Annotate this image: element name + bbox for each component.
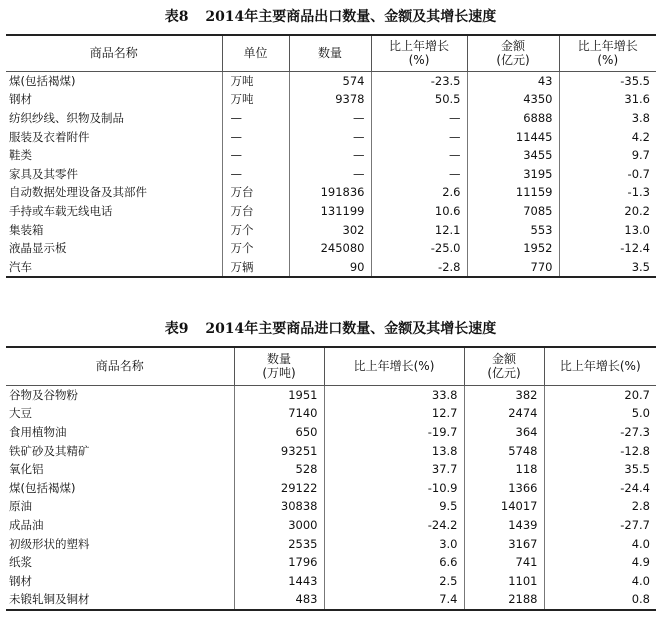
cell-amount: 11159 [467, 183, 559, 202]
cell-unit: — [222, 164, 289, 183]
cell-product-name: 手持或车载无线电话 [9, 203, 113, 218]
cell-product-name: 大豆 [9, 406, 32, 421]
cell-quantity: 2535 [234, 534, 324, 553]
cell-amount: 1952 [467, 239, 559, 258]
cell-product-name: 液晶显示板 [9, 241, 67, 256]
cell-quantity-growth: -10.9 [324, 478, 464, 497]
table-row [6, 257, 656, 277]
cell-quantity: 574 [289, 71, 371, 90]
cell-amount: 3455 [467, 146, 559, 165]
cell-amount-growth: 4.0 [544, 571, 656, 590]
header-quantity: 数量 [289, 35, 371, 71]
header-amount: 金额 (亿元) [464, 347, 544, 385]
cell-quantity: 1443 [234, 571, 324, 590]
cell-unit: 万个 [222, 239, 289, 258]
cell-amount-growth: 5.0 [544, 404, 656, 423]
table-row [6, 590, 656, 610]
cell-amount-growth: -27.3 [544, 423, 656, 442]
cell-amount-growth: 4.9 [544, 553, 656, 572]
cell-product-name: 成品油 [9, 517, 44, 532]
table8-title [0, 6, 661, 26]
header-quantity-growth: 比上年增长 (%) [371, 35, 467, 71]
table-row [6, 239, 656, 258]
cell-product-name: 铁矿砂及其精矿 [9, 443, 90, 458]
cell-quantity-growth: 50.5 [371, 90, 467, 109]
table-row [6, 497, 656, 516]
cell-amount: 2188 [464, 590, 544, 610]
cell-unit: 万台 [222, 183, 289, 202]
cell-quantity-growth: — [371, 164, 467, 183]
cell-quantity: 131199 [289, 202, 371, 221]
cell-amount-growth: 13.0 [559, 220, 656, 239]
cell-unit: 万吨 [222, 71, 289, 90]
cell-product-name: 煤(包括褐煤) [9, 480, 76, 495]
cell-amount: 4350 [467, 90, 559, 109]
cell-quantity: 3000 [234, 516, 324, 535]
cell-quantity: — [289, 109, 371, 128]
cell-quantity-growth: 12.1 [371, 220, 467, 239]
cell-amount-growth: 35.5 [544, 460, 656, 479]
table8-title-label: 表8 [164, 9, 189, 25]
cell-amount-growth: 0.8 [544, 590, 656, 610]
cell-unit: — [222, 127, 289, 146]
table-row [6, 202, 656, 221]
cell-amount-growth: -12.4 [559, 239, 656, 258]
cell-quantity: 93251 [234, 441, 324, 460]
cell-unit: — [222, 109, 289, 128]
cell-amount-growth: 3.5 [559, 257, 656, 277]
cell-unit: 万吨 [222, 90, 289, 109]
cell-amount: 553 [467, 220, 559, 239]
cell-product-name: 食用植物油 [9, 424, 67, 439]
cell-product-name: 纸浆 [9, 555, 32, 570]
cell-amount-growth: 9.7 [559, 146, 656, 165]
cell-amount-growth: -1.3 [559, 183, 656, 202]
cell-quantity-growth: 9.5 [324, 497, 464, 516]
cell-product-name: 原油 [9, 499, 32, 514]
table-row [6, 385, 656, 404]
table-row [6, 164, 656, 183]
cell-quantity-growth: -25.0 [371, 239, 467, 258]
cell-quantity: — [289, 146, 371, 165]
cell-amount: 1101 [464, 571, 544, 590]
header-amount-growth: 比上年增长 (%) [559, 35, 656, 71]
cell-amount-growth: 31.6 [559, 90, 656, 109]
table9-import [6, 346, 656, 611]
cell-product-name: 家具及其零件 [9, 166, 78, 181]
cell-quantity: 30838 [234, 497, 324, 516]
cell-quantity-growth: 7.4 [324, 590, 464, 610]
table-row [6, 109, 656, 128]
cell-product-name: 集装箱 [9, 222, 44, 237]
table-row [6, 71, 656, 90]
cell-quantity: — [289, 127, 371, 146]
cell-quantity: 7140 [234, 404, 324, 423]
cell-amount-growth: 20.7 [544, 385, 656, 404]
cell-quantity: 302 [289, 220, 371, 239]
table9-body [6, 385, 656, 610]
table9-header-row [6, 347, 656, 385]
header-amount-growth: 比上年增长(%) [544, 347, 656, 385]
table8-title-text: 2014年主要商品出口数量、金额及其增长速度 [205, 9, 497, 25]
cell-product-name: 谷物及谷物粉 [9, 387, 78, 402]
table-row [6, 534, 656, 553]
cell-quantity: 9378 [289, 90, 371, 109]
cell-quantity-growth: — [371, 127, 467, 146]
cell-product-name: 服装及衣着附件 [9, 129, 90, 144]
cell-amount: 43 [467, 71, 559, 90]
cell-amount: 1439 [464, 516, 544, 535]
cell-product-name: 氧化铝 [9, 462, 44, 477]
table9-title [0, 318, 661, 338]
cell-amount: 14017 [464, 497, 544, 516]
cell-unit: 万台 [222, 202, 289, 221]
cell-product-name: 钢材 [9, 573, 32, 588]
header-product-name: 商品名称 [6, 347, 234, 385]
table-row [6, 404, 656, 423]
cell-amount-growth: -24.4 [544, 478, 656, 497]
header-unit: 单位 [222, 35, 289, 71]
cell-quantity: 650 [234, 423, 324, 442]
header-product-name: 商品名称 [6, 35, 222, 71]
cell-quantity-growth: — [371, 146, 467, 165]
cell-amount: 3167 [464, 534, 544, 553]
header-amount: 金额 (亿元) [467, 35, 559, 71]
cell-quantity: 483 [234, 590, 324, 610]
table-row [6, 423, 656, 442]
cell-quantity-growth: -2.8 [371, 257, 467, 277]
cell-amount-growth: 3.8 [559, 109, 656, 128]
cell-quantity-growth: 10.6 [371, 202, 467, 221]
cell-quantity-growth: 33.8 [324, 385, 464, 404]
cell-amount-growth: -12.8 [544, 441, 656, 460]
table8-header-row [6, 35, 656, 71]
cell-quantity-growth: 37.7 [324, 460, 464, 479]
cell-quantity: 1796 [234, 553, 324, 572]
cell-quantity: — [289, 164, 371, 183]
cell-amount-growth: 4.2 [559, 127, 656, 146]
cell-amount-growth: 2.8 [544, 497, 656, 516]
table-row [6, 220, 656, 239]
cell-amount: 741 [464, 553, 544, 572]
cell-unit: — [222, 146, 289, 165]
table-row [6, 146, 656, 165]
cell-unit: 万个 [222, 220, 289, 239]
cell-amount: 382 [464, 385, 544, 404]
cell-quantity-growth: — [371, 109, 467, 128]
table-row [6, 516, 656, 535]
cell-product-name: 鞋类 [9, 148, 32, 163]
table-row [6, 478, 656, 497]
cell-product-name: 煤(包括褐煤) [9, 73, 76, 88]
cell-quantity-growth: 3.0 [324, 534, 464, 553]
cell-quantity: 245080 [289, 239, 371, 258]
cell-amount: 7085 [467, 202, 559, 221]
cell-quantity-growth: 12.7 [324, 404, 464, 423]
cell-quantity: 528 [234, 460, 324, 479]
cell-quantity: 1951 [234, 385, 324, 404]
table-row [6, 460, 656, 479]
header-quantity-growth: 比上年增长(%) [324, 347, 464, 385]
table-row [6, 571, 656, 590]
cell-quantity-growth: 2.6 [371, 183, 467, 202]
cell-quantity-growth: -23.5 [371, 71, 467, 90]
table9-title-label: 表9 [164, 321, 189, 337]
cell-amount-growth: 20.2 [559, 202, 656, 221]
cell-amount: 6888 [467, 109, 559, 128]
cell-unit: 万辆 [222, 257, 289, 277]
cell-amount: 118 [464, 460, 544, 479]
table-row [6, 441, 656, 460]
table-row [6, 183, 656, 202]
table-row [6, 553, 656, 572]
table-row [6, 90, 656, 109]
cell-product-name: 自动数据处理设备及其部件 [9, 185, 147, 200]
cell-amount: 5748 [464, 441, 544, 460]
cell-quantity-growth: -24.2 [324, 516, 464, 535]
table-row [6, 127, 656, 146]
cell-amount-growth: -0.7 [559, 164, 656, 183]
table8-body [6, 71, 656, 277]
cell-amount: 3195 [467, 164, 559, 183]
cell-quantity-growth: 2.5 [324, 571, 464, 590]
cell-product-name: 未锻轧铜及铜材 [6, 590, 234, 610]
cell-quantity: 29122 [234, 478, 324, 497]
cell-quantity-growth: 13.8 [324, 441, 464, 460]
cell-product-name: 钢材 [9, 92, 32, 107]
cell-quantity-growth: -19.7 [324, 423, 464, 442]
cell-amount: 2474 [464, 404, 544, 423]
table8-export [6, 34, 656, 278]
cell-quantity: 90 [289, 257, 371, 277]
cell-quantity-growth: 6.6 [324, 553, 464, 572]
header-quantity: 数量 (万吨) [234, 347, 324, 385]
cell-product-name: 汽车 [6, 257, 222, 277]
cell-amount-growth: -35.5 [559, 71, 656, 90]
cell-amount: 1366 [464, 478, 544, 497]
cell-product-name: 初级形状的塑料 [9, 536, 90, 551]
cell-quantity: 191836 [289, 183, 371, 202]
cell-amount-growth: 4.0 [544, 534, 656, 553]
table9-title-text: 2014年主要商品进口数量、金额及其增长速度 [205, 321, 497, 337]
cell-amount: 770 [467, 257, 559, 277]
cell-product-name: 纺织纱线、织物及制品 [9, 110, 124, 125]
cell-amount: 364 [464, 423, 544, 442]
cell-amount: 11445 [467, 127, 559, 146]
cell-amount-growth: -27.7 [544, 516, 656, 535]
